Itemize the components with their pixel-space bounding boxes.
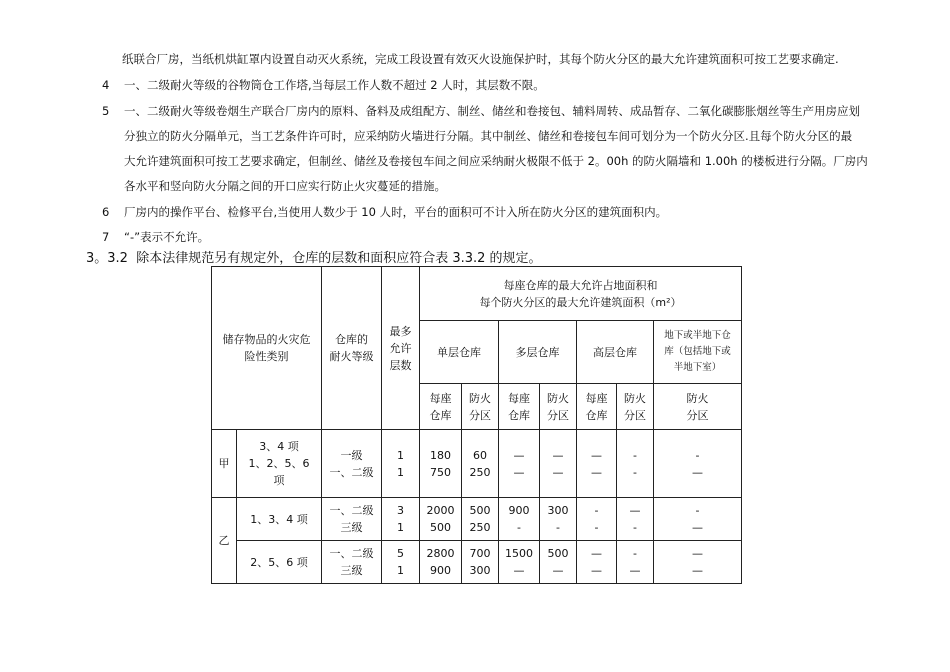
value-cell: 180 750 [420, 430, 462, 498]
single-storey-header: 单层仓库 [420, 321, 499, 384]
note-number: 6 [102, 205, 110, 219]
table-row [212, 498, 742, 541]
note-7 [102, 229, 209, 245]
table-row [212, 430, 742, 498]
category-jia: 甲 [212, 430, 237, 498]
note-4 [102, 77, 545, 93]
note-text: 一、二级耐火等级的谷物筒仓工作塔,当每层工作人数不超过 2 人时，其层数不限。 [124, 78, 545, 92]
value-cell: - - [577, 498, 617, 541]
section-number: 3。3.2 [86, 251, 128, 266]
value-cell: 2800 900 [420, 541, 462, 584]
note-number: 7 [102, 230, 110, 244]
floors-cell: 1 1 [382, 430, 420, 498]
value-cell: — — [499, 430, 540, 498]
per-zone-header: 防火 分区 [462, 384, 499, 430]
value-cell: - - [617, 430, 654, 498]
value-cell: 1500 — [499, 541, 540, 584]
note-text: 一、二级耐火等级卷烟生产联合厂房内的原料、备料及成组配方、制丝、储丝和卷接包、辅料周转、成品暂存、二氧化碳膨胀烟丝等生产用房应划 [124, 104, 860, 118]
value-cell: 300 - [540, 498, 577, 541]
max-floors-header: 最多 允许 层数 [382, 267, 420, 430]
fire-rating-header: 仓库的 耐火等级 [322, 267, 382, 430]
value-cell: — — [654, 541, 742, 584]
item-range: 2、5、6 项 [237, 541, 322, 584]
note-6 [102, 204, 667, 220]
fire-rating-cell: 一级 一、二级 [322, 430, 382, 498]
high-rise-header: 高层仓库 [577, 321, 654, 384]
hazard-category-header: 储存物品的火灾危 险性类别 [212, 267, 322, 430]
note-5-line-3: 大允许建筑面积可按工艺要求确定，但制丝、储丝及卷接包车间之间应采纳耐火极限不低于 2。00h 的防火隔墙和 1.00h 的楼板进行分隔。厂房内 [124, 154, 868, 168]
item-range: 1、3、4 项 [237, 498, 322, 541]
value-cell: - — [654, 430, 742, 498]
section-text: 除本法律规范另有规定外，仓库的层数和面积应符合表 3.3.2 的规定。 [136, 251, 542, 266]
value-cell: 500 — [540, 541, 577, 584]
per-zone-header: 防火 分区 [540, 384, 577, 430]
fire-rating-cell: 一、二级 三级 [322, 541, 382, 584]
area-title-header: 每座仓库的最大允许占地面积和 每个防火分区的最大允许建筑面积（m²） [420, 267, 742, 321]
value-cell: — — [540, 430, 577, 498]
note-number: 4 [102, 78, 110, 92]
warehouse-area-table [211, 266, 742, 584]
value-cell: — — [577, 430, 617, 498]
multi-storey-header: 多层仓库 [499, 321, 577, 384]
table-row [212, 541, 742, 584]
value-cell: 2000 500 [420, 498, 462, 541]
note-text: 厂房内的操作平台、检修平台,当使用人数少于 10 人时，平台的面积可不计入所在防火分区的建筑面积内。 [124, 205, 668, 219]
fire-rating-cell: 一、二级 三级 [322, 498, 382, 541]
value-cell: 900 - [499, 498, 540, 541]
note-5 [102, 103, 860, 119]
per-warehouse-header: 每座 仓库 [420, 384, 462, 430]
value-cell: - — [617, 541, 654, 584]
note-5-line-4: 各水平和竖向防火分隔之间的开口应实行防止火灾蔓延的措施。 [124, 179, 446, 193]
note-text: “-”表示不允许。 [124, 230, 210, 244]
category-yi: 乙 [212, 498, 237, 584]
value-cell: 500 250 [462, 498, 499, 541]
item-range: 3、4 项 1、2、5、6 项 [237, 430, 322, 498]
value-cell: 60 250 [462, 430, 499, 498]
note-number: 5 [102, 104, 110, 118]
per-warehouse-header: 每座 仓库 [577, 384, 617, 430]
per-zone-header: 防火 分区 [617, 384, 654, 430]
value-cell: 700 300 [462, 541, 499, 584]
value-cell: — — [577, 541, 617, 584]
note-5-line-2: 分独立的防火分隔单元，当工艺条件许可时，应采纳防火墙进行分隔。其中制丝、储丝和卷接包车间可划分为一个防火分区.且每个防火分区的最 [124, 129, 853, 143]
note-3-continuation: 纸联合厂房，当纸机烘缸罩内设置自动灭火系统，完成工段设置有效灭火设施保护时，其每个防火分区的最大允许建筑面积可按工艺要求确定. [122, 52, 839, 66]
floors-cell: 5 1 [382, 541, 420, 584]
floors-cell: 3 1 [382, 498, 420, 541]
per-warehouse-header: 每座 仓库 [499, 384, 540, 430]
per-zone-header: 防火 分区 [654, 384, 742, 430]
basement-header: 地下或半地下仓 库（包括地下或 半地下室） [654, 321, 742, 384]
value-cell: - — [654, 498, 742, 541]
value-cell: — - [617, 498, 654, 541]
